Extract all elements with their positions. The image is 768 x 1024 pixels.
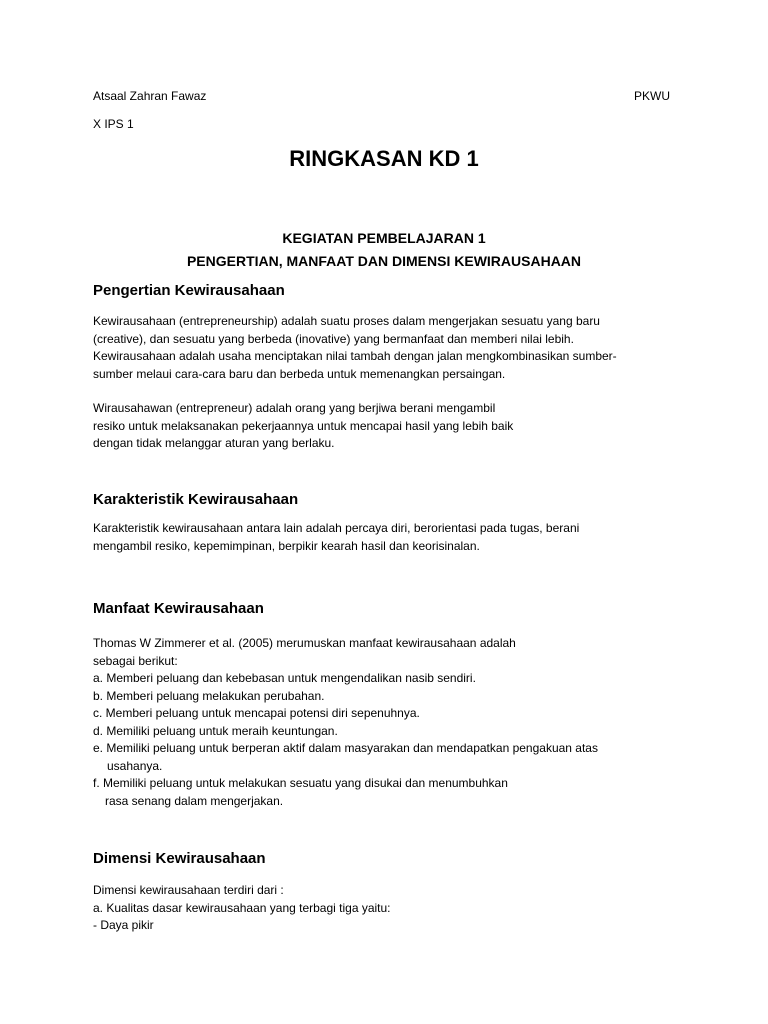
subtitle-line-2: PENGERTIAN, MANFAAT DAN DIMENSI KEWIRAUSAHAAN bbox=[186, 253, 582, 269]
list-item: a. Memberi peluang dan kebebasan untuk mengendalikan nasib sendiri. bbox=[93, 671, 476, 685]
section-heading-dimensi: Dimensi Kewirausahaan bbox=[93, 850, 266, 867]
text-line: - Daya pikir bbox=[93, 918, 154, 932]
list-item: c. Memberi peluang untuk mencapai potensi diri sepenuhnya. bbox=[93, 706, 420, 720]
author-name: Atsaal Zahran Fawaz bbox=[93, 89, 207, 103]
section-heading-manfaat: Manfaat Kewirausahaan bbox=[93, 600, 264, 617]
text-line: Dimensi kewirausahaan terdiri dari : bbox=[93, 883, 284, 897]
text-line: sumber melaui cara-cara baru dan berbeda untuk memenangkan persaingan. bbox=[93, 366, 506, 381]
text-line: Thomas W Zimmerer et al. (2005) merumuskan manfaat kewirausahaan adalah bbox=[93, 636, 516, 650]
text-line: dengan tidak melanggar aturan yang berlaku. bbox=[93, 436, 335, 450]
list-item-continuation: usahanya. bbox=[107, 758, 163, 773]
text-line: mengambil resiko, kepemimpinan, berpikir kearah hasil dan keorisinalan. bbox=[93, 538, 480, 553]
manfaat-list bbox=[93, 635, 673, 810]
list-item: b. Memberi peluang melakukan perubahan. bbox=[93, 688, 325, 703]
text-line: a. Kualitas dasar kewirausahaan yang terbagi tiga yaitu: bbox=[93, 900, 391, 915]
pengertian-paragraph-2 bbox=[93, 400, 673, 453]
dimensi-paragraph bbox=[93, 882, 673, 935]
section-heading-pengertian: Pengertian Kewirausahaan bbox=[93, 282, 285, 299]
pengertian-paragraph-1 bbox=[93, 313, 673, 383]
class-label: X IPS 1 bbox=[93, 117, 134, 131]
list-item: f. Memiliki peluang untuk melakukan sesuatu yang disukai dan menumbuhkan bbox=[93, 776, 508, 790]
subject-label: PKWU bbox=[634, 89, 670, 103]
list-item: d. Memiliki peluang untuk meraih keuntungan. bbox=[93, 723, 338, 738]
text-line: Kewirausahaan (entrepreneurship) adalah suatu proses dalam mengerjakan sesuatu yang baru bbox=[93, 314, 600, 328]
karakteristik-paragraph bbox=[93, 520, 673, 555]
section-heading-karakteristik: Karakteristik Kewirausahaan bbox=[93, 491, 299, 508]
list-item-continuation: rasa senang dalam mengerjakan. bbox=[105, 793, 284, 808]
text-line: Wirausahawan (entrepreneur) adalah orang yang berjiwa berani mengambil bbox=[93, 401, 496, 415]
text-line: Kewirausahaan adalah usaha menciptakan nilai tambah dengan jalan mengkombinasikan sumber- bbox=[93, 349, 617, 363]
text-line: sebagai berikut: bbox=[93, 653, 178, 668]
text-line: Karakteristik kewirausahaan antara lain adalah percaya diri, berorientasi pada tugas, berani bbox=[93, 521, 580, 535]
document-title: RINGKASAN KD 1 bbox=[289, 146, 479, 171]
subtitle-line-1: KEGIATAN PEMBELAJARAN 1 bbox=[282, 230, 486, 246]
text-line: (creative), dan sesuatu yang berbeda (inovative) yang bermanfaat dan memberi nilai lebih. bbox=[93, 331, 574, 346]
text-line: resiko untuk melaksanakan pekerjaannya untuk mencapai hasil yang lebih baik bbox=[93, 418, 514, 433]
list-item: e. Memiliki peluang untuk berperan aktif dalam masyarakan dan mendapatkan pengakuan atas bbox=[93, 741, 598, 755]
